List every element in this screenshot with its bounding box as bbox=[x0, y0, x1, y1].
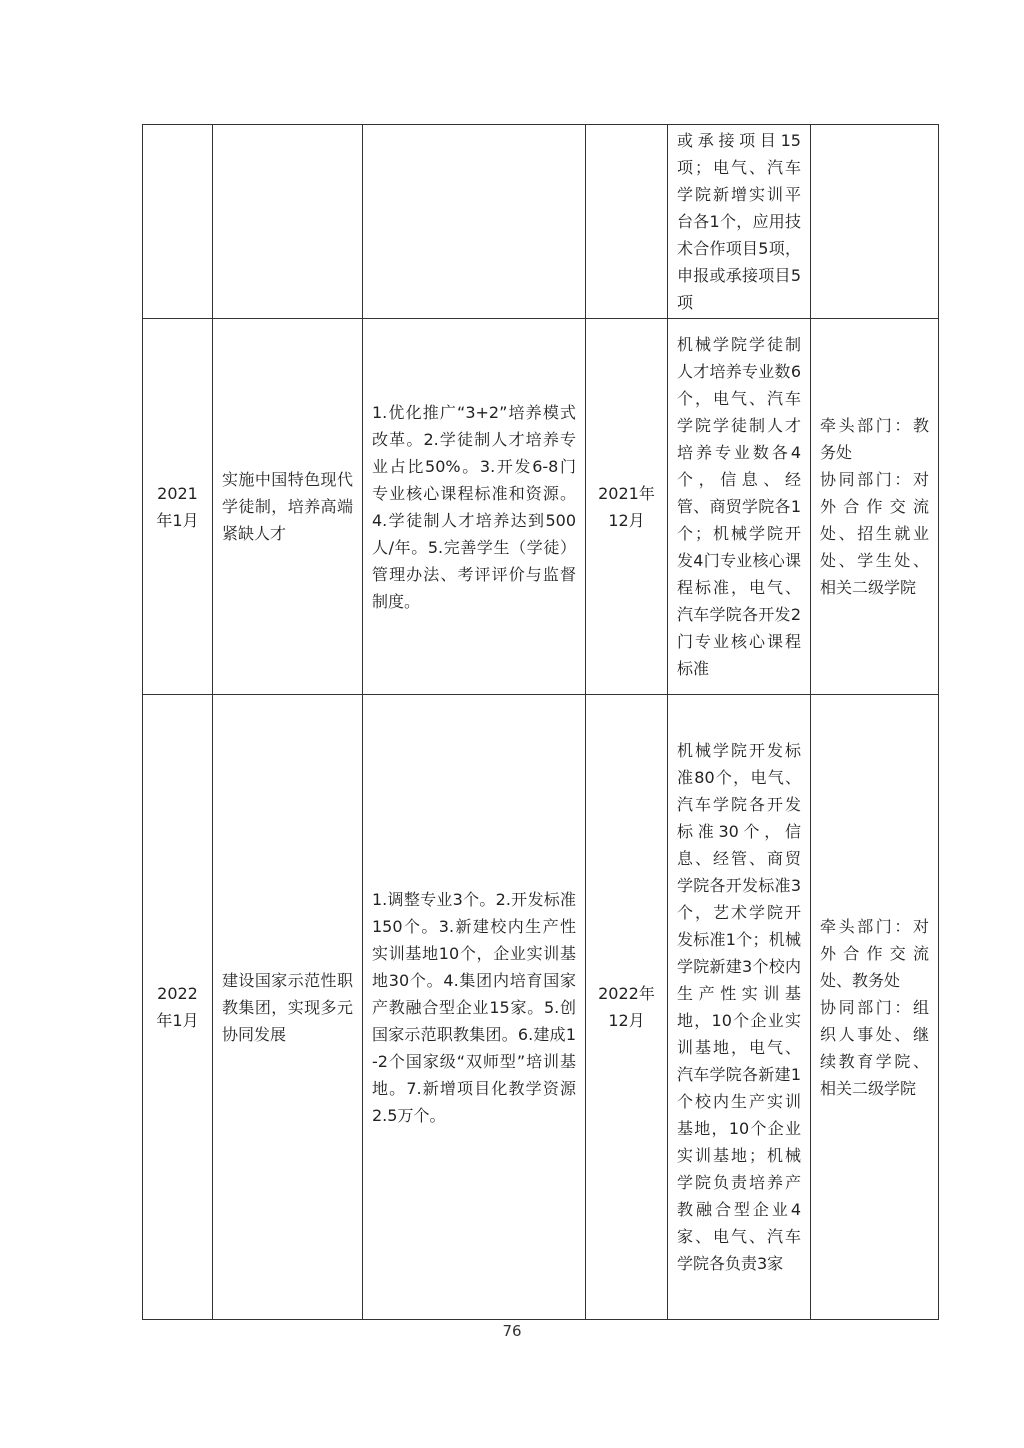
lead-department: 牵头部门：对外合作交流处、教务处 bbox=[820, 916, 929, 990]
department-cell bbox=[811, 125, 939, 319]
end-date-cell bbox=[586, 125, 668, 319]
start-date-cell bbox=[143, 125, 213, 319]
content-cell: 1.优化推广“3+2”培养模式改革。2.学徒制人才培养专业占比50%。3.开发6-8门专业核心课程标准和资源。4.学徒制人才培养达到500人/年。5.完善学生（学徒）管理办法、考评评价与监督制度。 bbox=[363, 319, 586, 695]
task-cell bbox=[213, 125, 363, 319]
table-row bbox=[143, 125, 939, 319]
details-cell: 机械学院学徒制人才培养专业数6个，电气、汽车学院学徒制人才培养专业数各4个，信息、经管、商贸学院各1个；机械学院开发4门专业核心课程标准，电气、汽车学院各开发2门专业核心课程标准 bbox=[668, 319, 811, 695]
content-cell: 1.调整专业3个。2.开发标准150个。3.新建校内生产性实训基地10个，企业实训基地30个。4.集团内培育国家产教融合型企业15家。5.创国家示范职教集团。6.建成1-2个国家级“双师型”培训基地。7.新增项目化教学资源2.5万个。 bbox=[363, 695, 586, 1320]
lead-department: 牵头部门：教务处 bbox=[820, 416, 929, 462]
details-cell: 机械学院开发标准80个，电气、汽车学院各开发标准30个，信息、经管、商贸学院各开发标准3个，艺术学院开发标准1个；机械学院新建3个校内生产性实训基地，10个企业实训基地，电气、汽车学院各新建1个校内生产实训基地，10个企业实训基地；机械学院负责培养产教融合型企业4家、电气、汽车学院各负责3家 bbox=[668, 695, 811, 1320]
start-date-cell: 2021年1月 bbox=[143, 319, 213, 695]
department-cell bbox=[811, 319, 939, 695]
details-cell: 或承接项目15项；电气、汽车学院新增实训平台各1个，应用技术合作项目5项，申报或承接项目5项 bbox=[668, 125, 811, 319]
department-cell bbox=[811, 695, 939, 1320]
table-row bbox=[143, 319, 939, 695]
end-date-cell: 2021年12月 bbox=[586, 319, 668, 695]
end-date-cell: 2022年12月 bbox=[586, 695, 668, 1320]
assist-department: 协同部门：组织人事处、继续教育学院、相关二级学院 bbox=[820, 997, 929, 1098]
task-cell: 实施中国特色现代学徒制，培养高端紧缺人才 bbox=[213, 319, 363, 695]
content-cell bbox=[363, 125, 586, 319]
table-row bbox=[143, 695, 939, 1320]
page-number: 76 bbox=[502, 1322, 522, 1340]
assist-department: 协同部门：对外合作交流处、招生就业处、学生处、相关二级学院 bbox=[820, 470, 929, 597]
start-date-cell: 2022年1月 bbox=[143, 695, 213, 1320]
plan-table bbox=[142, 124, 939, 1320]
task-cell: 建设国家示范性职教集团，实现多元协同发展 bbox=[213, 695, 363, 1320]
